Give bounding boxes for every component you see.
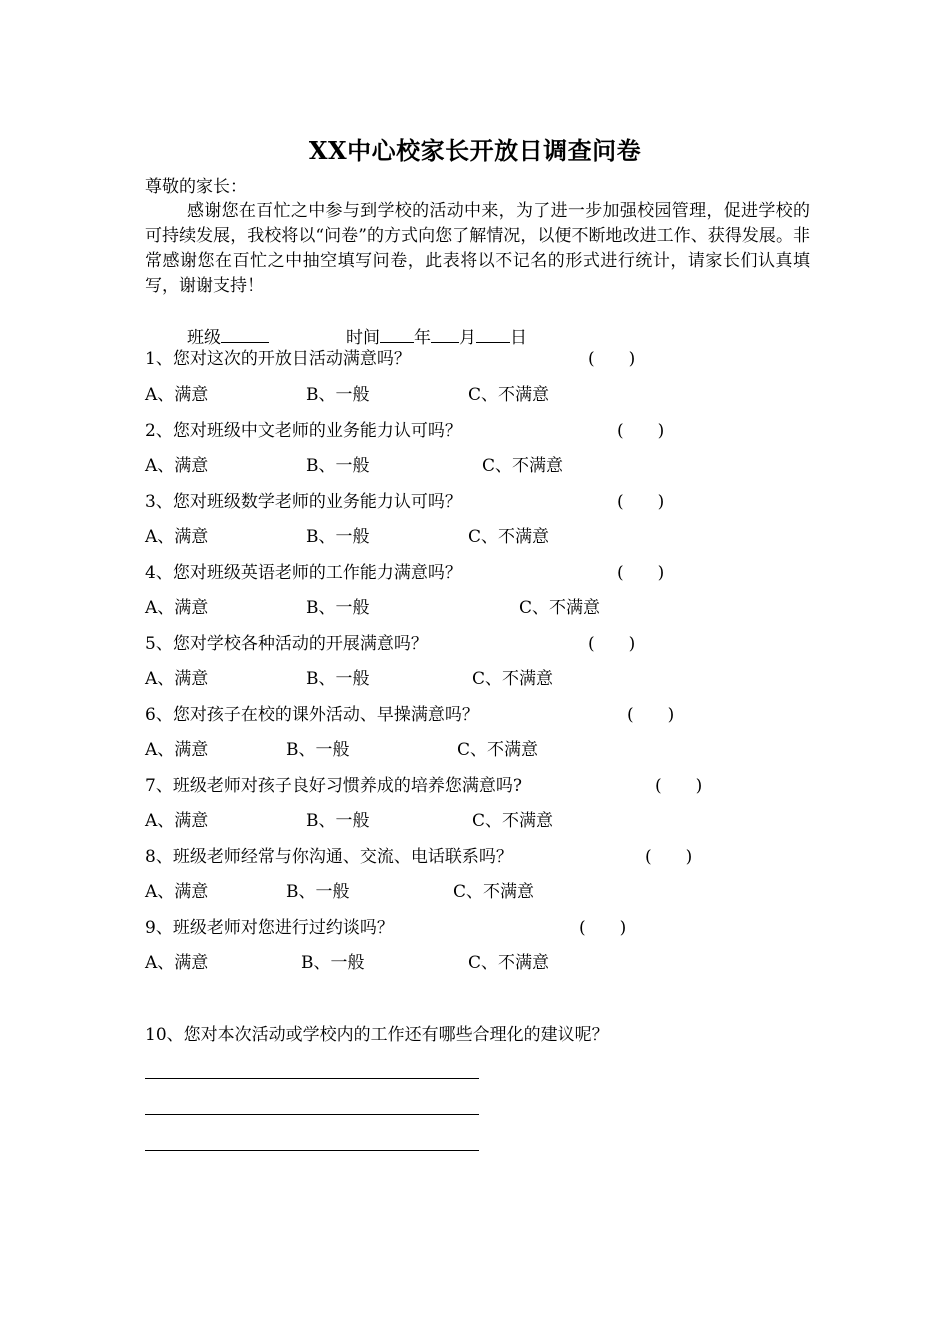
option-7a[interactable]: A、满意	[145, 811, 209, 831]
option-4b[interactable]: B、一般	[306, 598, 370, 618]
question-6: 6、您对孩子在校的课外活动、早操满意吗？	[145, 705, 479, 725]
option-1a[interactable]: A、满意	[145, 385, 209, 405]
answer-bracket-5[interactable]: ( )	[588, 634, 636, 654]
answer-bracket-2[interactable]: ( )	[617, 421, 665, 441]
option-5c[interactable]: C、不满意	[472, 669, 554, 689]
answer-bracket-9[interactable]: ( )	[579, 918, 627, 938]
option-2b[interactable]: B、一般	[306, 456, 370, 476]
question-9: 9、班级老师对您进行过约谈吗？	[145, 918, 394, 938]
option-2a[interactable]: A、满意	[145, 456, 209, 476]
option-5b[interactable]: B、一般	[306, 669, 370, 689]
time-label: 时间	[346, 328, 380, 348]
answer-bracket-3[interactable]: ( )	[617, 492, 665, 512]
answer-bracket-6[interactable]: ( )	[627, 705, 675, 725]
question-1: 1、您对这次的开放日活动满意吗？	[145, 349, 411, 369]
option-4c[interactable]: C、不满意	[519, 598, 601, 618]
option-1b[interactable]: B、一般	[306, 385, 370, 405]
month-label: 月	[459, 328, 476, 348]
option-8c[interactable]: C、不满意	[453, 882, 535, 902]
answer-line-1[interactable]	[145, 1078, 479, 1079]
greeting: 尊敬的家长：	[145, 177, 247, 197]
option-9b[interactable]: B、一般	[301, 953, 365, 973]
question-2: 2、您对班级中文老师的业务能力认可吗？	[145, 421, 462, 441]
question-4: 4、您对班级英语老师的工作能力满意吗？	[145, 563, 462, 583]
day-blank[interactable]	[476, 324, 510, 343]
option-2c[interactable]: C、不满意	[482, 456, 564, 476]
question-8: 8、班级老师经常与你沟通、交流、电话联系吗？	[145, 847, 513, 867]
intro-paragraph: 感谢您在百忙之中参与到学校的活动中来，为了进一步加强校园管理，促进学校的可持续发展，我校将以“问卷”的方式向您了解情况，以便不断地改进工作、获得发展。非常感谢您在百忙之中抽空填写问卷，此表将以不记名的形式进行统计，请家长们认真填写，谢谢支持！	[145, 201, 810, 296]
option-9c[interactable]: C、不满意	[468, 953, 550, 973]
option-1c[interactable]: C、不满意	[468, 385, 550, 405]
year-label: 年	[414, 328, 431, 348]
option-3a[interactable]: A、满意	[145, 527, 209, 547]
option-7c[interactable]: C、不满意	[472, 811, 554, 831]
question-5: 5、您对学校各种活动的开展满意吗？	[145, 634, 428, 654]
option-6b[interactable]: B、一般	[286, 740, 350, 760]
answer-bracket-8[interactable]: ( )	[645, 847, 693, 867]
question-10: 10、您对本次活动或学校内的工作还有哪些合理化的建议呢？	[145, 1025, 609, 1045]
option-8a[interactable]: A、满意	[145, 882, 209, 902]
option-6c[interactable]: C、不满意	[457, 740, 539, 760]
class-blank[interactable]	[221, 324, 269, 343]
option-3c[interactable]: C、不满意	[468, 527, 550, 547]
answer-line-3[interactable]	[145, 1150, 479, 1151]
option-3b[interactable]: B、一般	[306, 527, 370, 547]
class-field	[187, 324, 269, 349]
date-field	[346, 324, 527, 349]
option-6a[interactable]: A、满意	[145, 740, 209, 760]
answer-bracket-7[interactable]: ( )	[655, 776, 703, 796]
answer-bracket-4[interactable]: ( )	[617, 563, 665, 583]
option-5a[interactable]: A、满意	[145, 669, 209, 689]
class-label: 班级	[187, 328, 221, 348]
question-7: 7、班级老师对孩子良好习惯养成的培养您满意吗?	[145, 776, 522, 796]
answer-line-2[interactable]	[145, 1114, 479, 1115]
day-label: 日	[510, 328, 527, 348]
option-4a[interactable]: A、满意	[145, 598, 209, 618]
document-title: XX中心校家长开放日调查问卷	[308, 136, 642, 165]
option-7b[interactable]: B、一般	[306, 811, 370, 831]
option-9a[interactable]: A、满意	[145, 953, 209, 973]
answer-bracket-1[interactable]: ( )	[588, 349, 636, 369]
month-blank[interactable]	[431, 324, 459, 343]
option-8b[interactable]: B、一般	[286, 882, 350, 902]
question-3: 3、您对班级数学老师的业务能力认可吗？	[145, 492, 462, 512]
year-blank[interactable]	[380, 324, 414, 343]
